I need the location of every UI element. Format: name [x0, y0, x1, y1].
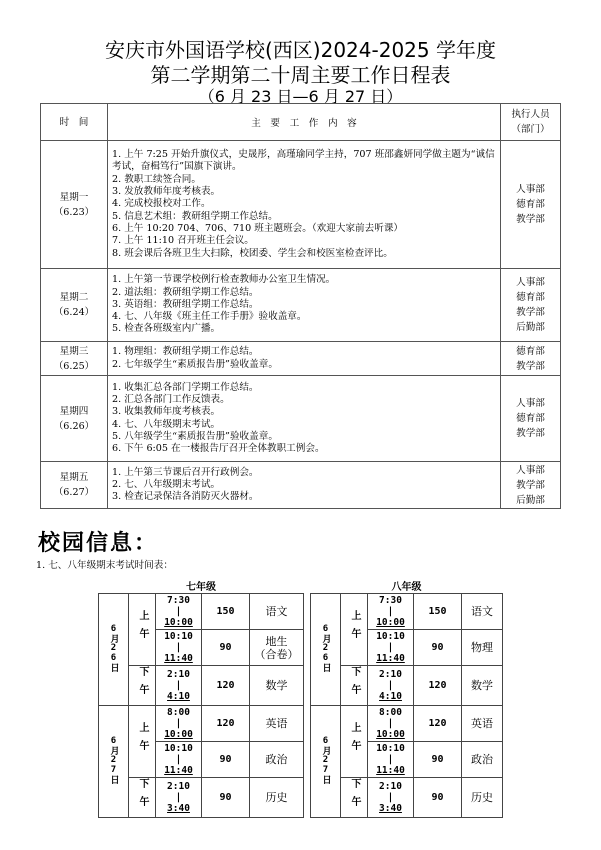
staff-dept: 教学部 — [516, 479, 545, 491]
work-item: 3. 发放教师年度考核表。 — [112, 186, 221, 198]
exam-time-part: 8:00 — [167, 707, 190, 718]
exam-time-part: | — [175, 754, 182, 765]
exam-period: 下午 — [137, 666, 148, 702]
staff-dept: 人事部 — [516, 398, 545, 409]
exam-duration: 90 — [414, 742, 462, 778]
work-item: 2. 教职工续签合同。 — [112, 173, 201, 185]
header-staff-label: 执行人员 — [511, 109, 550, 120]
work-item: 7. 上午 11:10 召开班主任会议。 — [112, 235, 254, 247]
exam-time-part: 7:30 — [167, 595, 190, 606]
exam-subject: 政治 — [462, 742, 503, 778]
work-item: 4. 七、八年级《班主任工作手册》验收盖章。 — [112, 311, 307, 323]
exam-period: 上午 — [137, 610, 148, 646]
exam-schedule-subtitle: 1. 七、八年级期末考试时间表： — [36, 560, 173, 571]
exam-period: 下午 — [349, 666, 360, 702]
staff-dept: 人事部 — [516, 464, 545, 476]
exam-time — [368, 742, 414, 778]
exam-time-part: | — [175, 642, 182, 653]
exam-date-cell — [311, 706, 341, 818]
exam-time-part: 10:00 — [376, 729, 405, 740]
table-row — [41, 269, 561, 342]
table-row — [41, 141, 561, 269]
exam-time-part: 10:10 — [164, 743, 193, 754]
exam-duration: 120 — [202, 666, 250, 706]
staff-dept: 后勤部 — [516, 322, 545, 333]
exam-subject: 英语 — [462, 706, 503, 742]
grade-header-row — [311, 578, 503, 594]
exam-period: 上午 — [137, 722, 148, 758]
exam-date: 6月26日 — [108, 624, 119, 672]
work-item: 2. 七、八年级期末考试。 — [112, 478, 221, 490]
work-item: 4. 完成校报校对工作。 — [112, 198, 211, 210]
exam-row — [99, 594, 304, 630]
staff-cell — [501, 462, 561, 509]
exam-date-cell — [311, 594, 341, 706]
exam-row — [311, 706, 503, 742]
exam-time — [156, 666, 202, 706]
exam-time-part: 11:40 — [164, 653, 193, 664]
work-item: 6. 下午 6:05 在一楼报告厅召开全体教职工例会。 — [112, 443, 325, 455]
exam-period-cell — [129, 666, 156, 706]
work-item: 2. 汇总各部门工作反馈表。 — [112, 393, 230, 405]
day-cell — [41, 269, 108, 342]
work-item: 5. 检查各班级室内广播。 — [112, 323, 221, 335]
exam-duration: 90 — [202, 630, 250, 666]
exam-time-part: 2:10 — [379, 669, 402, 680]
staff-dept: 教学部 — [516, 214, 545, 225]
exam-subject: 历史 — [250, 778, 304, 818]
campus-info-heading: 校园信息： — [38, 530, 159, 556]
staff-cell — [501, 269, 561, 342]
exam-row — [311, 594, 503, 630]
exam-duration: 90 — [202, 778, 250, 818]
work-items — [108, 342, 501, 376]
header-content: 主 要 工 作 内 容 — [108, 104, 501, 141]
exam-period: 上午 — [349, 722, 360, 758]
exam-time — [156, 594, 202, 630]
staff-dept: 教学部 — [516, 428, 545, 439]
work-items — [108, 269, 501, 342]
work-item: 2. 道法组：教研组学期工作总结。 — [112, 286, 259, 298]
day-cell — [41, 376, 108, 462]
exam-subject: 英语 — [250, 706, 304, 742]
staff-dept: 人事部 — [516, 277, 545, 288]
staff-dept: 德育部 — [516, 345, 545, 357]
table-row — [41, 462, 561, 509]
work-items — [108, 141, 501, 269]
exam-period-cell — [129, 778, 156, 818]
work-item: 1. 上午第一节课学校例行检查教师办公室卫生情况。 — [112, 274, 336, 286]
exam-time-part: 10:00 — [164, 729, 193, 740]
exam-duration: 120 — [414, 706, 462, 742]
day-name: 星期一 — [59, 191, 89, 203]
exam-time-part: 11:40 — [376, 653, 405, 664]
exam-period: 上午 — [349, 610, 360, 646]
staff-dept: 后勤部 — [516, 494, 545, 506]
day-cell — [41, 141, 108, 269]
header-staff-dept: （部门） — [511, 124, 550, 135]
exam-period: 下午 — [137, 778, 148, 814]
exam-time-part: 4:10 — [379, 691, 402, 702]
work-item: 1. 物理组：教研组学期工作总结。 — [112, 346, 259, 358]
exam-time-part: | — [387, 792, 394, 803]
work-item: 1. 上午第三节课后召开行政例会。 — [112, 466, 259, 478]
title-line-1: 安庆市外国语学校(西区)2024-2025 学年度 — [105, 38, 496, 62]
exam-subject: 语文 — [250, 594, 304, 630]
exam-time-part: 10:10 — [376, 631, 405, 642]
header-time: 时 间 — [41, 104, 108, 141]
exam-time-part: 8:00 — [379, 707, 402, 718]
exam-subject: 数学 — [250, 666, 304, 706]
exam-time — [368, 630, 414, 666]
day-date: （6.26） — [53, 420, 95, 432]
day-name: 星期五 — [59, 472, 89, 483]
work-item: 6. 上午 10:20 704、706、710 班主题班会。（欢迎大家前去听课） — [112, 222, 404, 234]
grade-header-row — [99, 578, 304, 594]
exam-time-part: 4:10 — [167, 691, 190, 702]
work-item: 5. 信息艺术组：教研组学期工作总结。 — [112, 210, 278, 222]
exam-time — [368, 594, 414, 630]
day-name: 星期二 — [59, 292, 89, 303]
day-cell — [41, 342, 108, 376]
exam-time-part: | — [387, 606, 394, 617]
exam-duration: 150 — [202, 594, 250, 630]
day-name: 星期四 — [59, 405, 89, 417]
exam-subject: 地生 （合卷） — [250, 630, 304, 666]
staff-cell — [501, 342, 561, 376]
exam-time-part: 11:40 — [164, 765, 193, 776]
exam-time-part: | — [387, 680, 394, 691]
staff-dept: 德育部 — [516, 413, 545, 424]
day-date: （6.27） — [53, 487, 95, 498]
exam-row — [99, 778, 304, 818]
exam-duration: 90 — [202, 742, 250, 778]
exam-time-part: | — [387, 754, 394, 765]
exam-time-part: | — [175, 680, 182, 691]
work-item: 3. 收集教师年度考核表。 — [112, 406, 221, 418]
table-row — [41, 342, 561, 376]
exam-subject: 政治 — [250, 742, 304, 778]
exam-time-part: 11:40 — [376, 765, 405, 776]
staff-dept: 人事部 — [516, 184, 545, 195]
exam-time — [368, 666, 414, 706]
day-date: （6.24） — [53, 307, 95, 318]
exam-duration: 150 — [414, 594, 462, 630]
work-items — [108, 462, 501, 509]
exam-time-part: 7:30 — [379, 595, 402, 606]
table-row — [41, 376, 561, 462]
exam-time — [156, 778, 202, 818]
exam-duration: 120 — [202, 706, 250, 742]
grade-title: 八年级 — [391, 582, 422, 593]
exam-duration: 90 — [414, 630, 462, 666]
staff-dept: 教学部 — [516, 360, 545, 372]
staff-dept: 德育部 — [516, 199, 545, 210]
exam-time-part: 10:10 — [164, 631, 193, 642]
exam-table-grade7 — [98, 578, 304, 818]
exam-time-part: | — [175, 792, 182, 803]
exam-period-cell — [341, 706, 368, 778]
exam-time — [156, 742, 202, 778]
exam-period: 下午 — [349, 778, 360, 814]
staff-dept: 教学部 — [516, 307, 545, 318]
exam-time-part: | — [175, 606, 182, 617]
exam-time-part: 10:00 — [376, 617, 405, 628]
staff-cell — [501, 141, 561, 269]
work-item: 1. 上午 7:25 开始升旗仪式，史晟彤，高瑾瑜同学主持，707 班邵鑫妍同学做主题为“诚信考试，奋楫笃行”国旗下演讲。 — [112, 149, 495, 173]
exam-time-part: 3:40 — [379, 803, 402, 814]
exam-date: 6月27日 — [108, 736, 119, 784]
exam-subject: 物理 — [462, 630, 503, 666]
exam-period-cell — [129, 706, 156, 778]
work-item: 1. 收集汇总各部门学期工作总结。 — [112, 381, 259, 393]
grade-title: 七年级 — [186, 582, 216, 593]
exam-subject: 历史 — [462, 778, 503, 818]
work-item: 3. 检查记录保洁各消防灭火器材。 — [112, 491, 259, 503]
exam-time-part: 2:10 — [379, 781, 402, 792]
exam-duration: 120 — [414, 666, 462, 706]
exam-time-part: | — [387, 642, 394, 653]
day-name: 星期三 — [59, 345, 89, 357]
exam-time — [368, 778, 414, 818]
exam-row — [99, 706, 304, 742]
exam-time-part: 10:00 — [164, 617, 193, 628]
exam-date: 6月26日 — [320, 624, 331, 672]
exam-time-part: | — [175, 718, 182, 729]
work-item: 5. 八年级学生“素质报告册”验收盖章。 — [112, 430, 278, 442]
exam-time-part: | — [387, 718, 394, 729]
staff-cell — [501, 376, 561, 462]
exam-date: 6月27日 — [320, 736, 331, 784]
exam-period-cell — [341, 594, 368, 666]
work-items — [108, 376, 501, 462]
exam-table-grade8 — [310, 578, 503, 818]
work-item: 2. 七年级学生“素质报告册”验收盖章。 — [112, 358, 278, 370]
day-date: （6.25） — [53, 360, 95, 372]
exam-subject: 数学 — [462, 666, 503, 706]
exam-subject: 语文 — [462, 594, 503, 630]
title-line-2: 第二学期第二十周主要工作日程表 — [150, 63, 451, 87]
exam-period-cell — [341, 778, 368, 818]
exam-time-part: 2:10 — [167, 781, 190, 792]
schedule-table — [40, 103, 561, 509]
exam-time-part: 2:10 — [167, 669, 190, 680]
exam-time-part: 10:10 — [376, 743, 405, 754]
exam-date-cell — [99, 594, 129, 706]
staff-dept: 德育部 — [516, 292, 545, 303]
exam-period-cell — [341, 666, 368, 706]
title-date-range: （6 月 23 日—6 月 27 日） — [198, 87, 403, 106]
exam-period-cell — [129, 594, 156, 666]
exam-time — [368, 706, 414, 742]
table-header — [41, 104, 561, 141]
exam-time-part: 3:40 — [167, 803, 190, 814]
exam-time — [156, 630, 202, 666]
work-item: 3. 英语组：教研组学期工作总结。 — [112, 298, 259, 310]
exam-duration: 90 — [414, 778, 462, 818]
work-item: 4. 七、八年级期末考试。 — [112, 418, 221, 430]
exam-date-cell — [99, 706, 129, 818]
exam-time — [156, 706, 202, 742]
work-item: 8. 班会课后各班卫生大扫除，校团委、学生会和校医室检查评比。 — [112, 247, 393, 259]
day-cell — [41, 462, 108, 509]
day-date: （6.23） — [53, 206, 95, 218]
header-staff — [501, 104, 561, 141]
exam-row — [99, 666, 304, 706]
